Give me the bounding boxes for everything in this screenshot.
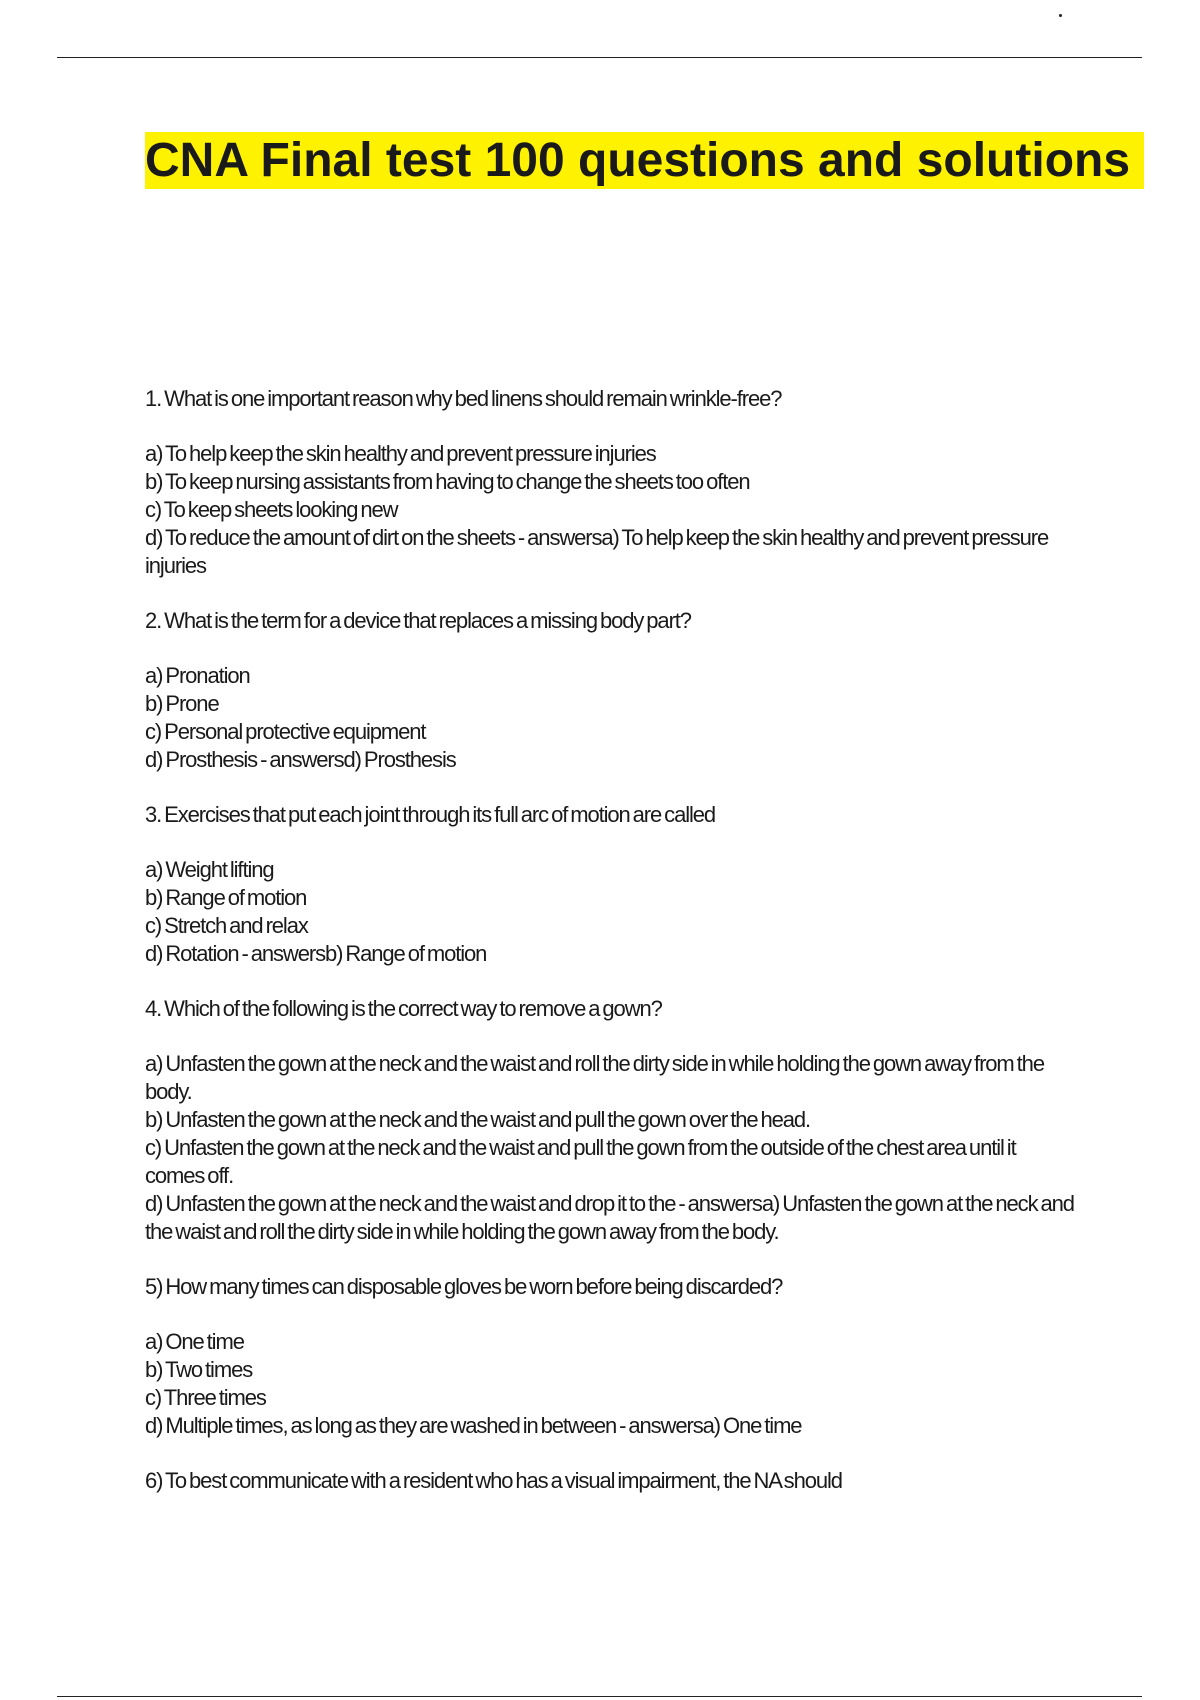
question-6	[145, 1467, 1075, 1495]
question-list	[145, 385, 1075, 1522]
option-b: b) Two times	[145, 1357, 253, 1382]
option-c: c) To keep sheets looking new	[145, 497, 398, 522]
option-c: c) Stretch and relax	[145, 913, 308, 938]
option-b: b) Prone	[145, 691, 219, 716]
option-b: b) Unfasten the gown at the neck and the waist and pull the gown over the head.	[145, 1107, 811, 1132]
option-a: a) Pronation	[145, 663, 250, 688]
question-text: 3. Exercises that put each joint through its full arc of motion are called	[145, 802, 716, 827]
option-list	[145, 856, 1075, 968]
document-title-highlight: CNA Final test 100 questions and solutions	[145, 132, 1144, 189]
option-a: a) To help keep the skin healthy and prevent pressure injuries	[145, 441, 656, 466]
question-2	[145, 607, 1075, 774]
option-c: c) Unfasten the gown at the neck and the waist and pull the gown from the outside of the chest area until it comes off.	[145, 1135, 1016, 1188]
option-b: b) To keep nursing assistants from having to change the sheets too often	[145, 469, 750, 494]
question-text: 2. What is the term for a device that replaces a missing body part?	[145, 608, 691, 633]
question-text: 4. Which of the following is the correct way to remove a gown?	[145, 996, 662, 1021]
question-1	[145, 385, 1075, 580]
document-title	[145, 133, 1144, 188]
footer-rule	[57, 1696, 1142, 1697]
question-text: 1. What is one important reason why bed linens should remain wrinkle-free?	[145, 386, 782, 411]
question-text: 5) How many times can disposable gloves be worn before being discarded?	[145, 1274, 783, 1299]
question-text: 6) To best communicate with a resident who has a visual impairment, the NA should	[145, 1468, 842, 1493]
page-corner-dot	[1059, 14, 1062, 17]
option-list	[145, 662, 1075, 774]
question-5	[145, 1273, 1075, 1440]
option-d-with-answer: d) Prosthesis - answersd) Prosthesis	[145, 747, 456, 772]
question-3	[145, 801, 1075, 968]
option-list	[145, 1328, 1075, 1440]
option-a: a) One time	[145, 1329, 244, 1354]
option-c: c) Personal protective equipment	[145, 719, 426, 744]
header-rule	[57, 57, 1142, 58]
option-list	[145, 440, 1075, 580]
option-d-with-answer: d) To reduce the amount of dirt on the sheets - answersa) To help keep the skin healthy and prevent pressure injuries	[145, 525, 1049, 578]
option-a: a) Unfasten the gown at the neck and the waist and roll the dirty side in while holding the gown away from the body.	[145, 1051, 1044, 1104]
question-4	[145, 995, 1075, 1246]
option-a: a) Weight lifting	[145, 857, 274, 882]
option-d-with-answer: d) Multiple times, as long as they are washed in between - answersa) One time	[145, 1413, 802, 1438]
option-list	[145, 1050, 1075, 1246]
option-d-with-answer: d) Rotation - answersb) Range of motion	[145, 941, 487, 966]
option-c: c) Three times	[145, 1385, 266, 1410]
option-d-with-answer: d) Unfasten the gown at the neck and the waist and drop it to the - answersa) Unfasten the gown at the neck and the waist and roll the dirty side in while holding the gown away from the body.	[145, 1191, 1074, 1244]
option-b: b) Range of motion	[145, 885, 307, 910]
